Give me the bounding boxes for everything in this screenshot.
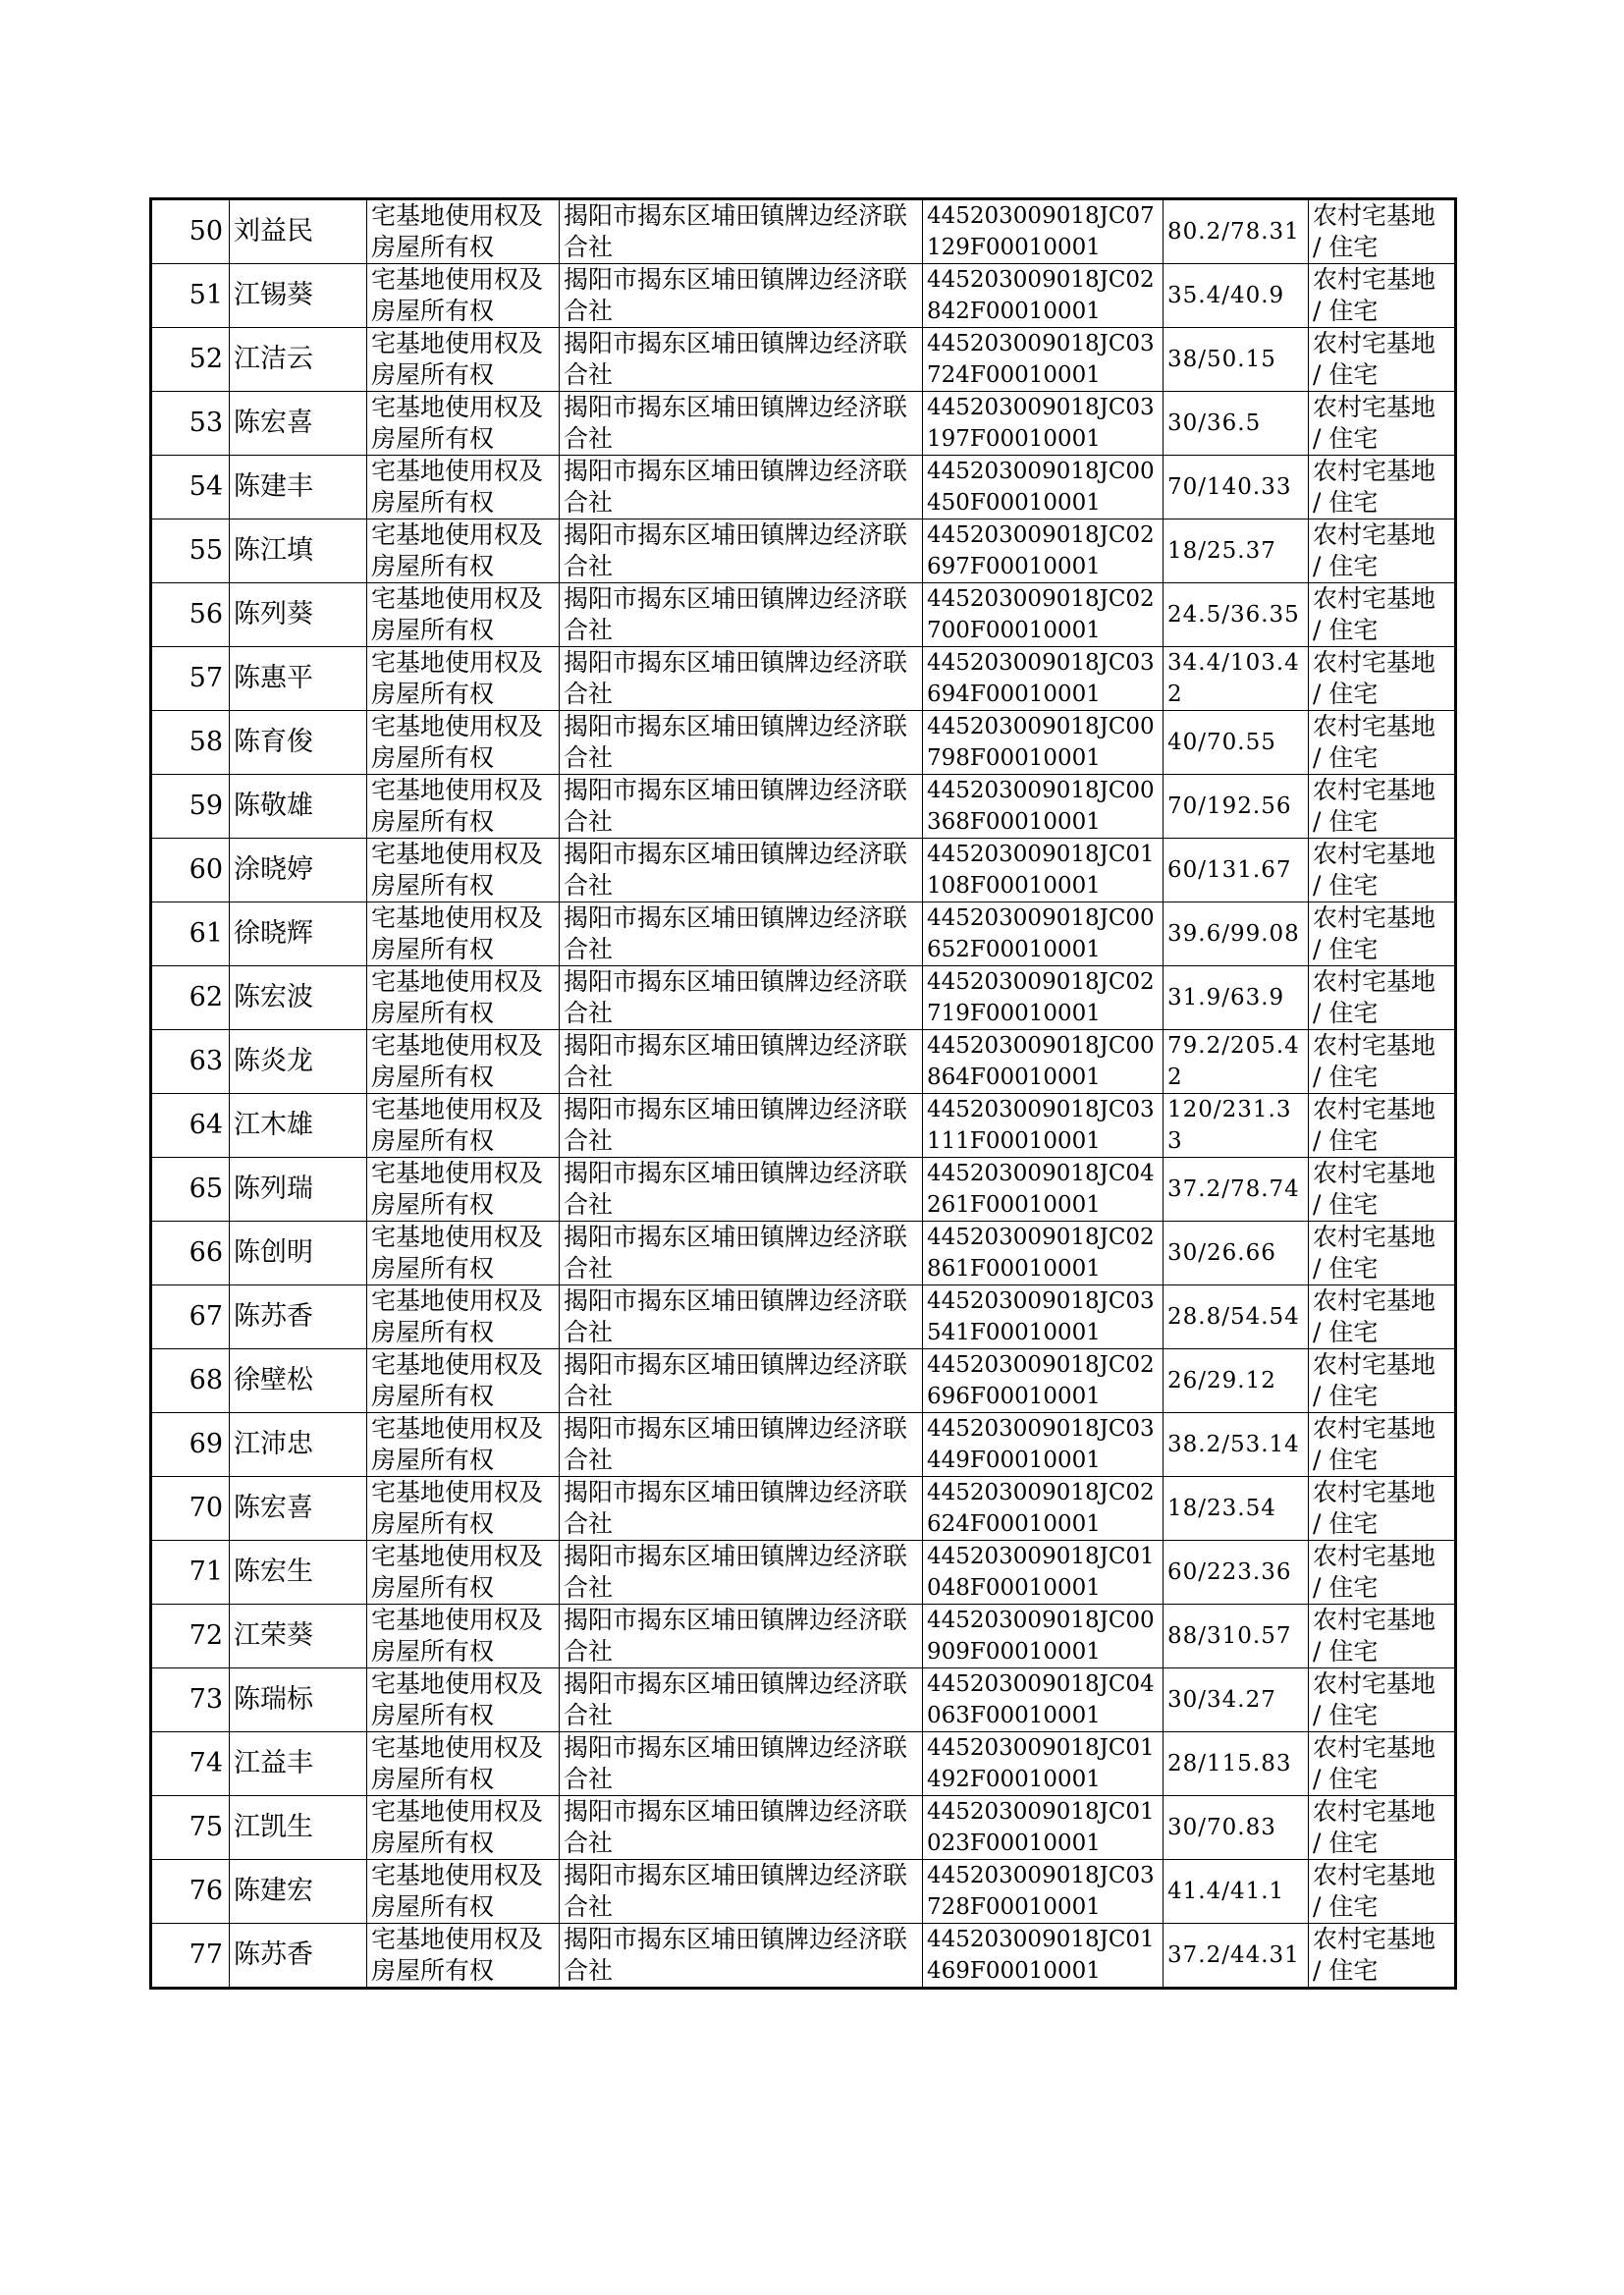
owner-name-cell: 江洁云 [230,328,367,392]
land-use-cell: 农村宅基地 / 住宅 [1309,1605,1456,1668]
right-type-cell: 宅基地使用权及房屋所有权 [367,775,560,839]
land-owner-cell: 揭阳市揭东区埔田镇牌边经济联合社 [560,1477,923,1541]
right-type-cell: 宅基地使用权及房屋所有权 [367,199,560,264]
right-type-cell: 宅基地使用权及房屋所有权 [367,1094,560,1158]
table-row [151,1541,1456,1605]
land-use-cell: 农村宅基地 / 住宅 [1309,456,1456,519]
table-row [151,1924,1456,1989]
unit-code-cell: 445203009018JC00864F00010001 [923,1030,1164,1094]
land-use-cell: 农村宅基地 / 住宅 [1309,1222,1456,1285]
area-value-cell: 37.2/78.74 [1164,1158,1309,1222]
land-use-cell: 农村宅基地 / 住宅 [1309,1158,1456,1222]
owner-name-cell: 陈宏生 [230,1541,367,1605]
area-value-cell: 79.2/205.42 [1164,1030,1309,1094]
right-type-cell: 宅基地使用权及房屋所有权 [367,583,560,647]
area-value-cell: 39.6/99.08 [1164,902,1309,966]
row-number-cell: 58 [151,711,230,775]
unit-code-cell: 445203009018JC00909F00010001 [923,1605,1164,1668]
table-row [151,647,1456,711]
owner-name-cell: 陈宏喜 [230,392,367,456]
land-use-cell: 农村宅基地 / 住宅 [1309,1541,1456,1605]
land-owner-cell: 揭阳市揭东区埔田镇牌边经济联合社 [560,1924,923,1989]
row-number-cell: 54 [151,456,230,519]
land-owner-cell: 揭阳市揭东区埔田镇牌边经济联合社 [560,711,923,775]
area-value-cell: 30/26.66 [1164,1222,1309,1285]
land-use-cell: 农村宅基地 / 住宅 [1309,1413,1456,1477]
owner-name-cell: 陈创明 [230,1222,367,1285]
area-value-cell: 18/23.54 [1164,1477,1309,1541]
row-number-cell: 63 [151,1030,230,1094]
row-number-cell: 56 [151,583,230,647]
unit-code-cell: 445203009018JC01048F00010001 [923,1541,1164,1605]
right-type-cell: 宅基地使用权及房屋所有权 [367,1924,560,1989]
land-owner-cell: 揭阳市揭东区埔田镇牌边经济联合社 [560,902,923,966]
land-owner-cell: 揭阳市揭东区埔田镇牌边经济联合社 [560,1030,923,1094]
row-number-cell: 62 [151,966,230,1030]
unit-code-cell: 445203009018JC02696F00010001 [923,1349,1164,1413]
owner-name-cell: 陈建丰 [230,456,367,519]
row-number-cell: 51 [151,264,230,328]
unit-code-cell: 445203009018JC00798F00010001 [923,711,1164,775]
area-value-cell: 30/70.83 [1164,1796,1309,1860]
owner-name-cell: 陈列葵 [230,583,367,647]
right-type-cell: 宅基地使用权及房屋所有权 [367,1413,560,1477]
owner-name-cell: 陈瑞标 [230,1668,367,1732]
unit-code-cell: 445203009018JC02842F00010001 [923,264,1164,328]
right-type-cell: 宅基地使用权及房屋所有权 [367,902,560,966]
area-value-cell: 70/192.56 [1164,775,1309,839]
unit-code-cell: 445203009018JC01108F00010001 [923,839,1164,902]
right-type-cell: 宅基地使用权及房屋所有权 [367,519,560,583]
table-row [151,1796,1456,1860]
unit-code-cell: 445203009018JC03728F00010001 [923,1860,1164,1924]
land-owner-cell: 揭阳市揭东区埔田镇牌边经济联合社 [560,1413,923,1477]
unit-code-cell: 445203009018JC01023F00010001 [923,1796,1164,1860]
row-number-cell: 53 [151,392,230,456]
right-type-cell: 宅基地使用权及房屋所有权 [367,1349,560,1413]
row-number-cell: 65 [151,1158,230,1222]
owner-name-cell: 江荣葵 [230,1605,367,1668]
right-type-cell: 宅基地使用权及房屋所有权 [367,1605,560,1668]
table-row [151,328,1456,392]
unit-code-cell: 445203009018JC07129F00010001 [923,199,1164,264]
land-owner-cell: 揭阳市揭东区埔田镇牌边经济联合社 [560,328,923,392]
right-type-cell: 宅基地使用权及房屋所有权 [367,1285,560,1349]
right-type-cell: 宅基地使用权及房屋所有权 [367,392,560,456]
land-use-cell: 农村宅基地 / 住宅 [1309,199,1456,264]
land-use-cell: 农村宅基地 / 住宅 [1309,1285,1456,1349]
table-row [151,519,1456,583]
owner-name-cell: 涂晓婷 [230,839,367,902]
area-value-cell: 28.8/54.54 [1164,1285,1309,1349]
area-value-cell: 30/36.5 [1164,392,1309,456]
owner-name-cell: 江沛忠 [230,1413,367,1477]
area-value-cell: 40/70.55 [1164,711,1309,775]
owner-name-cell: 陈列瑞 [230,1158,367,1222]
land-owner-cell: 揭阳市揭东区埔田镇牌边经济联合社 [560,1860,923,1924]
right-type-cell: 宅基地使用权及房屋所有权 [367,264,560,328]
owner-name-cell: 陈江填 [230,519,367,583]
unit-code-cell: 445203009018JC01492F00010001 [923,1732,1164,1796]
land-use-cell: 农村宅基地 / 住宅 [1309,519,1456,583]
unit-code-cell: 445203009018JC01469F00010001 [923,1924,1164,1989]
land-owner-cell: 揭阳市揭东区埔田镇牌边经济联合社 [560,647,923,711]
row-number-cell: 77 [151,1924,230,1989]
area-value-cell: 31.9/63.9 [1164,966,1309,1030]
unit-code-cell: 445203009018JC03541F00010001 [923,1285,1164,1349]
table-row [151,1222,1456,1285]
owner-name-cell: 陈建宏 [230,1860,367,1924]
area-value-cell: 26/29.12 [1164,1349,1309,1413]
land-use-cell: 农村宅基地 / 住宅 [1309,1796,1456,1860]
land-use-cell: 农村宅基地 / 住宅 [1309,839,1456,902]
land-owner-cell: 揭阳市揭东区埔田镇牌边经济联合社 [560,839,923,902]
land-use-cell: 农村宅基地 / 住宅 [1309,583,1456,647]
land-owner-cell: 揭阳市揭东区埔田镇牌边经济联合社 [560,583,923,647]
owner-name-cell: 陈宏波 [230,966,367,1030]
right-type-cell: 宅基地使用权及房屋所有权 [367,1030,560,1094]
table-row [151,1732,1456,1796]
right-type-cell: 宅基地使用权及房屋所有权 [367,328,560,392]
land-use-cell: 农村宅基地 / 住宅 [1309,1860,1456,1924]
land-owner-cell: 揭阳市揭东区埔田镇牌边经济联合社 [560,966,923,1030]
unit-code-cell: 445203009018JC02624F00010001 [923,1477,1164,1541]
row-number-cell: 68 [151,1349,230,1413]
right-type-cell: 宅基地使用权及房屋所有权 [367,1668,560,1732]
table-row [151,966,1456,1030]
owner-name-cell: 陈苏香 [230,1924,367,1989]
land-use-cell: 农村宅基地 / 住宅 [1309,1349,1456,1413]
owner-name-cell: 江益丰 [230,1732,367,1796]
row-number-cell: 60 [151,839,230,902]
land-owner-cell: 揭阳市揭东区埔田镇牌边经济联合社 [560,1541,923,1605]
land-owner-cell: 揭阳市揭东区埔田镇牌边经济联合社 [560,1158,923,1222]
unit-code-cell: 445203009018JC02697F00010001 [923,519,1164,583]
right-type-cell: 宅基地使用权及房屋所有权 [367,711,560,775]
land-owner-cell: 揭阳市揭东区埔田镇牌边经济联合社 [560,456,923,519]
table-row [151,392,1456,456]
row-number-cell: 59 [151,775,230,839]
table-row [151,1477,1456,1541]
area-value-cell: 80.2/78.31 [1164,199,1309,264]
right-type-cell: 宅基地使用权及房屋所有权 [367,966,560,1030]
row-number-cell: 75 [151,1796,230,1860]
table-row [151,1860,1456,1924]
table-row [151,1094,1456,1158]
owner-name-cell: 陈惠平 [230,647,367,711]
unit-code-cell: 445203009018JC00450F00010001 [923,456,1164,519]
right-type-cell: 宅基地使用权及房屋所有权 [367,1477,560,1541]
table-row [151,1158,1456,1222]
area-value-cell: 70/140.33 [1164,456,1309,519]
row-number-cell: 50 [151,199,230,264]
owner-name-cell: 刘益民 [230,199,367,264]
right-type-cell: 宅基地使用权及房屋所有权 [367,1732,560,1796]
land-use-cell: 农村宅基地 / 住宅 [1309,902,1456,966]
row-number-cell: 69 [151,1413,230,1477]
land-owner-cell: 揭阳市揭东区埔田镇牌边经济联合社 [560,1285,923,1349]
owner-name-cell: 江凯生 [230,1796,367,1860]
right-type-cell: 宅基地使用权及房屋所有权 [367,1860,560,1924]
right-type-cell: 宅基地使用权及房屋所有权 [367,456,560,519]
area-value-cell: 18/25.37 [1164,519,1309,583]
table-row [151,1285,1456,1349]
land-use-cell: 农村宅基地 / 住宅 [1309,1668,1456,1732]
row-number-cell: 52 [151,328,230,392]
right-type-cell: 宅基地使用权及房屋所有权 [367,1222,560,1285]
land-owner-cell: 揭阳市揭东区埔田镇牌边经济联合社 [560,1605,923,1668]
unit-code-cell: 445203009018JC04261F00010001 [923,1158,1164,1222]
land-owner-cell: 揭阳市揭东区埔田镇牌边经济联合社 [560,1222,923,1285]
row-number-cell: 72 [151,1605,230,1668]
land-use-cell: 农村宅基地 / 住宅 [1309,264,1456,328]
row-number-cell: 55 [151,519,230,583]
area-value-cell: 60/223.36 [1164,1541,1309,1605]
unit-code-cell: 445203009018JC03111F00010001 [923,1094,1164,1158]
right-type-cell: 宅基地使用权及房屋所有权 [367,1541,560,1605]
land-use-cell: 农村宅基地 / 住宅 [1309,1732,1456,1796]
area-value-cell: 28/115.83 [1164,1732,1309,1796]
area-value-cell: 38.2/53.14 [1164,1413,1309,1477]
area-value-cell: 41.4/41.1 [1164,1860,1309,1924]
land-use-cell: 农村宅基地 / 住宅 [1309,1094,1456,1158]
row-number-cell: 76 [151,1860,230,1924]
unit-code-cell: 445203009018JC00652F00010001 [923,902,1164,966]
table-row [151,583,1456,647]
table-row [151,1413,1456,1477]
land-owner-cell: 揭阳市揭东区埔田镇牌边经济联合社 [560,392,923,456]
unit-code-cell: 445203009018JC03197F00010001 [923,392,1164,456]
owner-name-cell: 徐壁松 [230,1349,367,1413]
table-row [151,1030,1456,1094]
owner-name-cell: 陈育俊 [230,711,367,775]
unit-code-cell: 445203009018JC02719F00010001 [923,966,1164,1030]
land-use-cell: 农村宅基地 / 住宅 [1309,392,1456,456]
land-owner-cell: 揭阳市揭东区埔田镇牌边经济联合社 [560,1349,923,1413]
area-value-cell: 30/34.27 [1164,1668,1309,1732]
right-type-cell: 宅基地使用权及房屋所有权 [367,1158,560,1222]
table-row [151,1605,1456,1668]
table-row [151,456,1456,519]
row-number-cell: 70 [151,1477,230,1541]
unit-code-cell: 445203009018JC03449F00010001 [923,1413,1164,1477]
land-owner-cell: 揭阳市揭东区埔田镇牌边经济联合社 [560,1094,923,1158]
row-number-cell: 64 [151,1094,230,1158]
unit-code-cell: 445203009018JC02861F00010001 [923,1222,1164,1285]
area-value-cell: 120/231.33 [1164,1094,1309,1158]
table-row [151,711,1456,775]
table-row [151,902,1456,966]
owner-name-cell: 陈宏喜 [230,1477,367,1541]
right-type-cell: 宅基地使用权及房屋所有权 [367,647,560,711]
row-number-cell: 73 [151,1668,230,1732]
land-use-cell: 农村宅基地 / 住宅 [1309,966,1456,1030]
area-value-cell: 35.4/40.9 [1164,264,1309,328]
owner-name-cell: 江木雄 [230,1094,367,1158]
registration-table [149,197,1457,1990]
land-owner-cell: 揭阳市揭东区埔田镇牌边经济联合社 [560,1796,923,1860]
land-use-cell: 农村宅基地 / 住宅 [1309,647,1456,711]
land-use-cell: 农村宅基地 / 住宅 [1309,775,1456,839]
owner-name-cell: 陈苏香 [230,1285,367,1349]
land-owner-cell: 揭阳市揭东区埔田镇牌边经济联合社 [560,199,923,264]
area-value-cell: 38/50.15 [1164,328,1309,392]
owner-name-cell: 陈炎龙 [230,1030,367,1094]
row-number-cell: 74 [151,1732,230,1796]
row-number-cell: 66 [151,1222,230,1285]
land-owner-cell: 揭阳市揭东区埔田镇牌边经济联合社 [560,1732,923,1796]
land-use-cell: 农村宅基地 / 住宅 [1309,711,1456,775]
table-row [151,1349,1456,1413]
land-owner-cell: 揭阳市揭东区埔田镇牌边经济联合社 [560,1668,923,1732]
land-owner-cell: 揭阳市揭东区埔田镇牌边经济联合社 [560,519,923,583]
owner-name-cell: 江锡葵 [230,264,367,328]
table-row [151,839,1456,902]
table-row [151,775,1456,839]
table-body [151,199,1456,1989]
unit-code-cell: 445203009018JC03694F00010001 [923,647,1164,711]
owner-name-cell: 陈敬雄 [230,775,367,839]
unit-code-cell: 445203009018JC02700F00010001 [923,583,1164,647]
right-type-cell: 宅基地使用权及房屋所有权 [367,839,560,902]
land-use-cell: 农村宅基地 / 住宅 [1309,1924,1456,1989]
row-number-cell: 71 [151,1541,230,1605]
unit-code-cell: 445203009018JC00368F00010001 [923,775,1164,839]
land-use-cell: 农村宅基地 / 住宅 [1309,1477,1456,1541]
row-number-cell: 57 [151,647,230,711]
table-row [151,199,1456,264]
unit-code-cell: 445203009018JC04063F00010001 [923,1668,1164,1732]
row-number-cell: 61 [151,902,230,966]
owner-name-cell: 徐晓辉 [230,902,367,966]
land-use-cell: 农村宅基地 / 住宅 [1309,1030,1456,1094]
area-value-cell: 34.4/103.42 [1164,647,1309,711]
table-row [151,1668,1456,1732]
area-value-cell: 60/131.67 [1164,839,1309,902]
table-row [151,264,1456,328]
area-value-cell: 24.5/36.35 [1164,583,1309,647]
land-owner-cell: 揭阳市揭东区埔田镇牌边经济联合社 [560,775,923,839]
area-value-cell: 37.2/44.31 [1164,1924,1309,1989]
unit-code-cell: 445203009018JC03724F00010001 [923,328,1164,392]
right-type-cell: 宅基地使用权及房屋所有权 [367,1796,560,1860]
area-value-cell: 88/310.57 [1164,1605,1309,1668]
land-use-cell: 农村宅基地 / 住宅 [1309,328,1456,392]
land-owner-cell: 揭阳市揭东区埔田镇牌边经济联合社 [560,264,923,328]
row-number-cell: 67 [151,1285,230,1349]
